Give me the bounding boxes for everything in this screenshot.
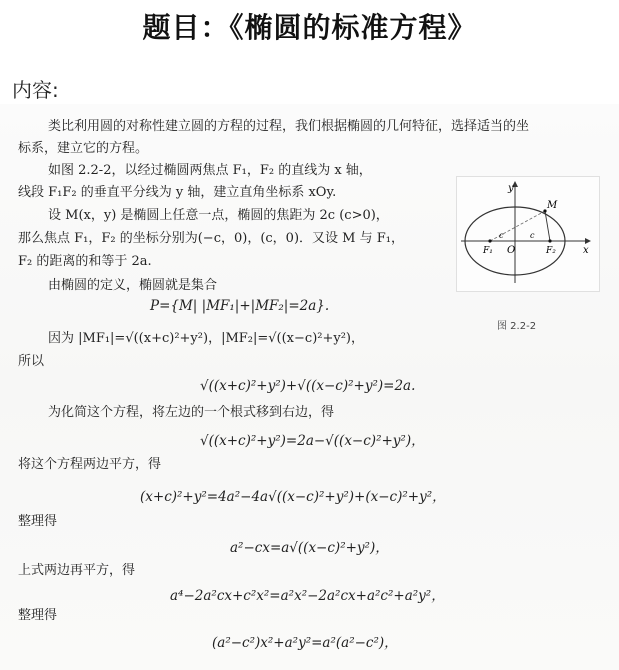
paragraph-line: 设 M(x，y) 是椭圆上任意一点，椭圆的焦距为 2c (c>0)，	[48, 208, 389, 223]
focus-f1	[488, 239, 491, 242]
paragraph-line: 将这个方程两边平方，得	[18, 457, 162, 472]
paragraph-line: 整理得	[18, 608, 58, 623]
f2-label: F₂	[546, 246, 556, 256]
ellipse-figure	[456, 176, 600, 292]
page-title: 题目：《椭圆的标准方程》	[142, 11, 477, 44]
equation-3: (x+c)²+y²=4a²−4a√((x−c)²+y²)+(x−c)²+y²，	[140, 489, 446, 505]
paragraph-line: 为化简这个方程，将左边的一个根式移到右边，得	[48, 405, 335, 420]
paragraph-line: 因为 |MF₁|=√((x+c)²+y²)，|MF₂|=√((x−c)²+y²)，	[48, 331, 364, 346]
x-label: x	[583, 245, 589, 256]
equation-6: (a²−c²)x²+a²y²=a²(a²−c²)，	[212, 635, 398, 651]
m-label: M	[547, 200, 558, 211]
equation-1: √((x+c)²+y²)+√((x−c)²+y²)=2a.	[200, 378, 416, 394]
paragraph-line: F₂ 的距离的和等于 2a.	[18, 254, 152, 269]
set-equation: P={M| |MF₁|+|MF₂|=2a}.	[150, 298, 330, 314]
paragraph-line: 所以	[18, 354, 45, 369]
paragraph-line: 上式两边再平方，得	[18, 563, 136, 578]
equation-2: √((x+c)²+y²)=2a−√((x−c)²+y²)，	[200, 433, 425, 449]
paragraph-line: 由椭圆的定义，椭圆就是集合	[48, 278, 218, 293]
content-label: 内容:	[12, 78, 59, 102]
figure-caption: 图 2.2-2	[497, 321, 537, 332]
x-axis-arrow	[585, 238, 591, 244]
c-right-label: c	[530, 231, 535, 240]
equation-4: a²−cx=a√((x−c)²+y²)，	[230, 540, 389, 556]
y-label: y	[508, 183, 514, 194]
focus-f2	[548, 239, 551, 242]
equation-5: a⁴−2a²cx+c²x²=a²x²−2a²cx+a²c²+a²y²，	[170, 588, 445, 604]
paragraph-line: 标系，建立它的方程。	[18, 141, 149, 156]
origin-label: O	[507, 245, 516, 256]
paragraph-line: 如图 2.2-2，以经过椭圆两焦点 F₁，F₂ 的直线为 x 轴，	[48, 163, 372, 178]
paragraph-line: 类比利用圆的对称性建立圆的方程的过程，我们根据椭圆的几何特征，选择适当的坐	[48, 119, 530, 134]
paragraph-line: 线段 F₁F₂ 的垂直平分线为 y 轴，建立直角坐标系 xOy.	[18, 185, 337, 200]
c-left-label: c	[499, 231, 504, 240]
paragraph-line: 那么焦点 F₁，F₂ 的坐标分别为(−c，0)，(c，0)．又设 M 与 F₁，	[18, 231, 404, 246]
paragraph-line: 整理得	[18, 514, 58, 529]
f1-label: F₁	[483, 246, 493, 256]
